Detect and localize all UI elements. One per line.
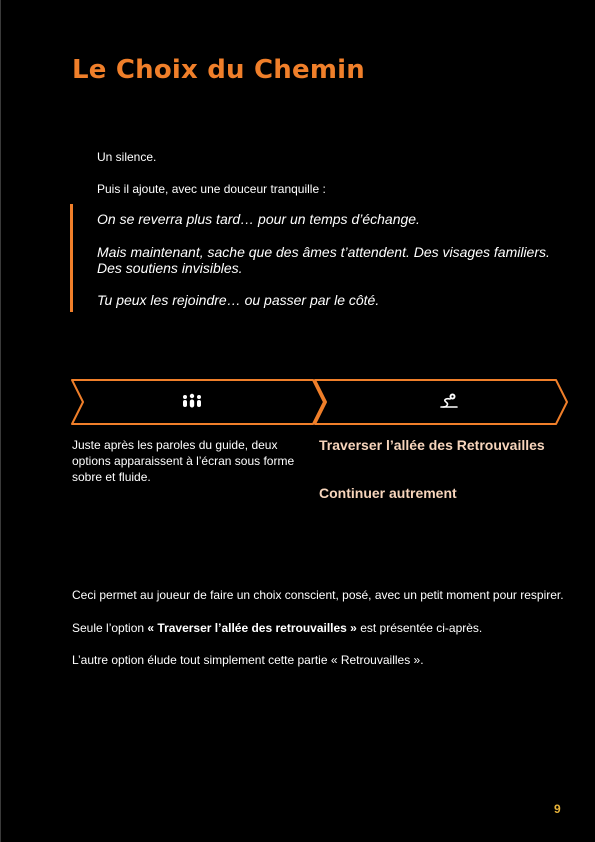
choice-description: Juste après les paroles du guide, deux options apparaissent à l’écran sous forme sobre et fluide. [72,438,295,484]
path-icon [438,392,460,410]
explanation-paragraph-1: Ceci permet au joueur de faire un choix conscient, posé, avec un petit moment pour respirer. [72,588,564,602]
group-icon [181,392,203,410]
quote-line-3: Tu peux les rejoindre… ou passer par le côté. [97,292,380,308]
page-number: 9 [554,802,561,816]
choice-option-traverser[interactable]: Traverser l’allée des Retrouvailles [319,437,545,453]
page-title: Le Choix du Chemin [72,55,365,85]
choice-option-continuer[interactable]: Continuer autrement [319,485,457,501]
quote-line-2b: Des soutiens invisibles. [97,260,243,276]
quote-accent-bar [70,204,73,312]
explanation-paragraph-3: L’autre option élude tout simplement cette partie « Retrouvailles ». [72,653,424,667]
paragraph-2-suffix: est présentée ci-après. [356,621,483,635]
choice-flow-chevrons [70,378,570,426]
intro-addition: Puis il ajoute, avec une douceur tranquille : [97,182,326,196]
intro-silence: Un silence. [97,150,157,164]
paragraph-2-prefix: Seule l’option [72,621,148,635]
paragraph-2-option-name: « Traverser l’allée des retrouvailles » [147,621,357,635]
quote-line-1: On se reverra plus tard… pour un temps d’échange. [97,211,420,227]
explanation-paragraph-2 [72,621,482,635]
quote-line-2a: Mais maintenant, sache que des âmes t’attendent. Des visages familiers. [97,244,550,260]
